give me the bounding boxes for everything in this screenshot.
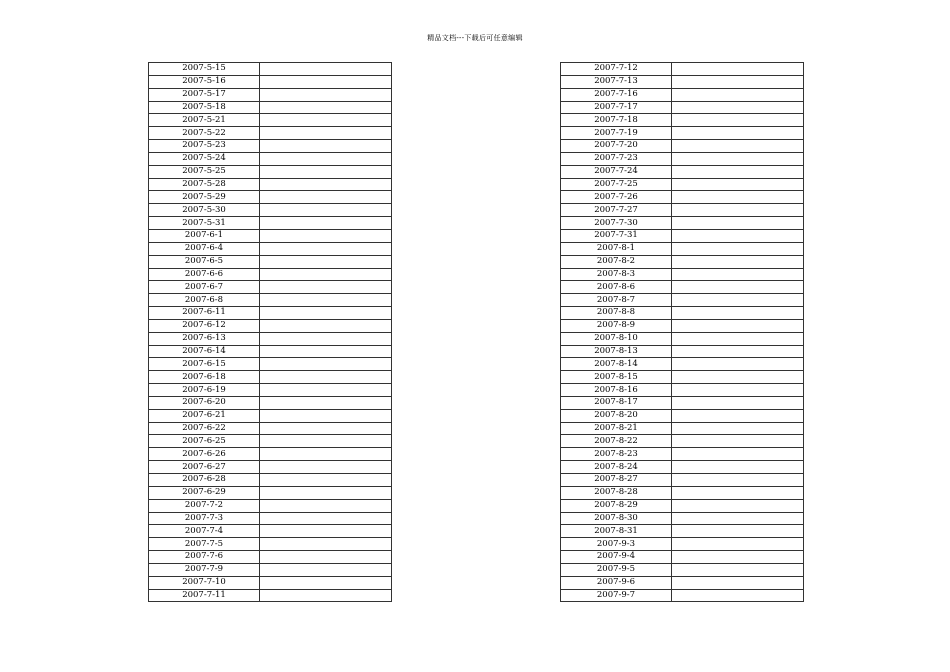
date-cell: 2007-5-21 bbox=[149, 114, 260, 127]
date-cell: 2007-5-23 bbox=[149, 140, 260, 153]
empty-cell bbox=[260, 88, 392, 101]
date-cell: 2007-8-28 bbox=[561, 486, 672, 499]
table-row bbox=[149, 589, 392, 602]
empty-cell bbox=[672, 409, 804, 422]
table-row bbox=[561, 589, 804, 602]
date-cell: 2007-8-3 bbox=[561, 268, 672, 281]
empty-cell bbox=[672, 178, 804, 191]
date-cell: 2007-6-8 bbox=[149, 294, 260, 307]
table-row bbox=[561, 319, 804, 332]
empty-cell bbox=[672, 319, 804, 332]
empty-cell bbox=[260, 332, 392, 345]
date-cell: 2007-7-2 bbox=[149, 499, 260, 512]
table-row bbox=[149, 474, 392, 487]
empty-cell bbox=[672, 576, 804, 589]
date-cell: 2007-6-7 bbox=[149, 281, 260, 294]
table-row bbox=[561, 332, 804, 345]
table-row bbox=[561, 358, 804, 371]
empty-cell bbox=[672, 127, 804, 140]
table-row bbox=[561, 435, 804, 448]
empty-cell bbox=[260, 140, 392, 153]
date-cell: 2007-6-15 bbox=[149, 358, 260, 371]
date-cell: 2007-6-5 bbox=[149, 255, 260, 268]
date-cell: 2007-8-8 bbox=[561, 307, 672, 320]
date-cell: 2007-7-10 bbox=[149, 576, 260, 589]
table-row bbox=[149, 217, 392, 230]
table-row bbox=[561, 345, 804, 358]
date-cell: 2007-8-20 bbox=[561, 409, 672, 422]
empty-cell bbox=[260, 448, 392, 461]
empty-cell bbox=[260, 371, 392, 384]
empty-cell bbox=[672, 191, 804, 204]
table-row bbox=[561, 448, 804, 461]
table-row bbox=[149, 101, 392, 114]
empty-cell bbox=[260, 589, 392, 602]
empty-cell bbox=[672, 152, 804, 165]
table-row bbox=[561, 461, 804, 474]
empty-cell bbox=[260, 551, 392, 564]
empty-cell bbox=[260, 461, 392, 474]
table-row bbox=[149, 242, 392, 255]
date-cell: 2007-5-29 bbox=[149, 191, 260, 204]
table-row bbox=[561, 281, 804, 294]
empty-cell bbox=[672, 204, 804, 217]
date-cell: 2007-9-3 bbox=[561, 538, 672, 551]
table-row bbox=[149, 422, 392, 435]
left-table-body bbox=[149, 63, 392, 602]
table-row bbox=[149, 345, 392, 358]
empty-cell bbox=[672, 538, 804, 551]
date-cell: 2007-9-6 bbox=[561, 576, 672, 589]
empty-cell bbox=[672, 255, 804, 268]
table-row bbox=[561, 551, 804, 564]
empty-cell bbox=[260, 152, 392, 165]
empty-cell bbox=[260, 563, 392, 576]
date-cell: 2007-7-5 bbox=[149, 538, 260, 551]
empty-cell bbox=[260, 268, 392, 281]
empty-cell bbox=[260, 242, 392, 255]
empty-cell bbox=[672, 358, 804, 371]
date-cell: 2007-8-10 bbox=[561, 332, 672, 345]
date-cell: 2007-7-18 bbox=[561, 114, 672, 127]
empty-cell bbox=[672, 242, 804, 255]
empty-cell bbox=[672, 140, 804, 153]
empty-cell bbox=[260, 384, 392, 397]
table-row bbox=[149, 229, 392, 242]
table-row bbox=[149, 165, 392, 178]
date-cell: 2007-8-21 bbox=[561, 422, 672, 435]
empty-cell bbox=[260, 294, 392, 307]
empty-cell bbox=[672, 88, 804, 101]
empty-cell bbox=[672, 563, 804, 576]
date-cell: 2007-5-25 bbox=[149, 165, 260, 178]
empty-cell bbox=[672, 551, 804, 564]
table-row bbox=[561, 75, 804, 88]
table-row bbox=[561, 512, 804, 525]
date-cell: 2007-8-6 bbox=[561, 281, 672, 294]
empty-cell bbox=[260, 114, 392, 127]
empty-cell bbox=[672, 499, 804, 512]
empty-cell bbox=[260, 63, 392, 76]
empty-cell bbox=[260, 499, 392, 512]
date-cell: 2007-9-7 bbox=[561, 589, 672, 602]
empty-cell bbox=[672, 512, 804, 525]
empty-cell bbox=[672, 435, 804, 448]
empty-cell bbox=[260, 435, 392, 448]
table-row bbox=[561, 88, 804, 101]
date-cell: 2007-6-14 bbox=[149, 345, 260, 358]
date-cell: 2007-7-9 bbox=[149, 563, 260, 576]
date-cell: 2007-5-16 bbox=[149, 75, 260, 88]
table-row bbox=[561, 242, 804, 255]
table-row bbox=[561, 204, 804, 217]
table-row bbox=[149, 461, 392, 474]
table-row bbox=[149, 114, 392, 127]
table-row bbox=[149, 88, 392, 101]
empty-cell bbox=[260, 75, 392, 88]
date-cell: 2007-6-13 bbox=[149, 332, 260, 345]
empty-cell bbox=[672, 345, 804, 358]
table-row bbox=[561, 268, 804, 281]
date-cell: 2007-6-22 bbox=[149, 422, 260, 435]
date-cell: 2007-7-24 bbox=[561, 165, 672, 178]
date-cell: 2007-8-31 bbox=[561, 525, 672, 538]
empty-cell bbox=[672, 114, 804, 127]
date-cell: 2007-7-4 bbox=[149, 525, 260, 538]
date-cell: 2007-7-3 bbox=[149, 512, 260, 525]
empty-cell bbox=[672, 589, 804, 602]
table-row bbox=[149, 499, 392, 512]
table-row bbox=[149, 140, 392, 153]
empty-cell bbox=[260, 281, 392, 294]
table-row bbox=[149, 191, 392, 204]
date-cell: 2007-6-21 bbox=[149, 409, 260, 422]
empty-cell bbox=[672, 474, 804, 487]
date-cell: 2007-7-31 bbox=[561, 229, 672, 242]
empty-cell bbox=[672, 63, 804, 76]
table-row bbox=[149, 525, 392, 538]
date-cell: 2007-8-13 bbox=[561, 345, 672, 358]
empty-cell bbox=[260, 474, 392, 487]
date-cell: 2007-8-29 bbox=[561, 499, 672, 512]
empty-cell bbox=[260, 217, 392, 230]
table-row bbox=[149, 332, 392, 345]
table-row bbox=[149, 384, 392, 397]
table-row bbox=[149, 319, 392, 332]
table-row bbox=[561, 538, 804, 551]
date-cell: 2007-5-15 bbox=[149, 63, 260, 76]
table-row bbox=[149, 435, 392, 448]
empty-cell bbox=[260, 396, 392, 409]
empty-cell bbox=[672, 268, 804, 281]
table-row bbox=[561, 384, 804, 397]
date-cell: 2007-7-16 bbox=[561, 88, 672, 101]
table-row bbox=[561, 152, 804, 165]
table-row bbox=[149, 178, 392, 191]
empty-cell bbox=[672, 307, 804, 320]
empty-cell bbox=[672, 422, 804, 435]
empty-cell bbox=[260, 525, 392, 538]
date-cell: 2007-7-13 bbox=[561, 75, 672, 88]
table-row bbox=[561, 563, 804, 576]
date-cell: 2007-7-25 bbox=[561, 178, 672, 191]
table-row bbox=[561, 396, 804, 409]
date-cell: 2007-6-6 bbox=[149, 268, 260, 281]
table-row bbox=[561, 525, 804, 538]
table-row bbox=[561, 178, 804, 191]
table-row bbox=[149, 268, 392, 281]
empty-cell bbox=[260, 319, 392, 332]
table-row bbox=[149, 63, 392, 76]
table-row bbox=[149, 294, 392, 307]
table-row bbox=[561, 101, 804, 114]
table-row bbox=[561, 422, 804, 435]
table-row bbox=[561, 127, 804, 140]
date-cell: 2007-9-4 bbox=[561, 551, 672, 564]
table-row bbox=[561, 114, 804, 127]
right-date-table bbox=[560, 62, 804, 602]
table-row bbox=[149, 486, 392, 499]
table-row bbox=[149, 576, 392, 589]
table-row bbox=[561, 576, 804, 589]
date-cell: 2007-6-29 bbox=[149, 486, 260, 499]
date-cell: 2007-7-6 bbox=[149, 551, 260, 564]
empty-cell bbox=[260, 422, 392, 435]
date-cell: 2007-7-11 bbox=[149, 589, 260, 602]
right-table-body bbox=[561, 63, 804, 602]
table-row bbox=[149, 512, 392, 525]
empty-cell bbox=[260, 191, 392, 204]
empty-cell bbox=[672, 371, 804, 384]
table-row bbox=[561, 255, 804, 268]
table-row bbox=[149, 563, 392, 576]
table-row bbox=[149, 255, 392, 268]
empty-cell bbox=[260, 345, 392, 358]
empty-cell bbox=[260, 178, 392, 191]
empty-cell bbox=[672, 217, 804, 230]
date-cell: 2007-7-27 bbox=[561, 204, 672, 217]
table-row bbox=[561, 217, 804, 230]
date-cell: 2007-8-30 bbox=[561, 512, 672, 525]
date-cell: 2007-7-30 bbox=[561, 217, 672, 230]
table-row bbox=[561, 486, 804, 499]
date-cell: 2007-5-24 bbox=[149, 152, 260, 165]
date-cell: 2007-5-17 bbox=[149, 88, 260, 101]
empty-cell bbox=[260, 307, 392, 320]
date-cell: 2007-5-28 bbox=[149, 178, 260, 191]
empty-cell bbox=[260, 358, 392, 371]
table-row bbox=[561, 371, 804, 384]
date-cell: 2007-7-26 bbox=[561, 191, 672, 204]
empty-cell bbox=[260, 538, 392, 551]
date-cell: 2007-8-7 bbox=[561, 294, 672, 307]
table-row bbox=[561, 140, 804, 153]
empty-cell bbox=[260, 486, 392, 499]
page-header: 精品文档---下载后可任意编辑 bbox=[427, 34, 523, 42]
empty-cell bbox=[672, 461, 804, 474]
table-row bbox=[149, 396, 392, 409]
empty-cell bbox=[260, 409, 392, 422]
table-row bbox=[149, 358, 392, 371]
date-cell: 2007-8-9 bbox=[561, 319, 672, 332]
table-row bbox=[149, 127, 392, 140]
date-cell: 2007-8-23 bbox=[561, 448, 672, 461]
table-row bbox=[149, 538, 392, 551]
empty-cell bbox=[260, 165, 392, 178]
empty-cell bbox=[672, 448, 804, 461]
table-row bbox=[149, 409, 392, 422]
date-cell: 2007-9-5 bbox=[561, 563, 672, 576]
date-cell: 2007-6-12 bbox=[149, 319, 260, 332]
table-row bbox=[561, 307, 804, 320]
table-row bbox=[149, 551, 392, 564]
table-row bbox=[149, 371, 392, 384]
date-cell: 2007-7-12 bbox=[561, 63, 672, 76]
empty-cell bbox=[672, 165, 804, 178]
date-cell: 2007-8-15 bbox=[561, 371, 672, 384]
table-row bbox=[149, 75, 392, 88]
date-cell: 2007-8-14 bbox=[561, 358, 672, 371]
empty-cell bbox=[260, 101, 392, 114]
empty-cell bbox=[672, 75, 804, 88]
empty-cell bbox=[260, 512, 392, 525]
date-cell: 2007-6-18 bbox=[149, 371, 260, 384]
table-row bbox=[149, 281, 392, 294]
empty-cell bbox=[260, 127, 392, 140]
empty-cell bbox=[260, 204, 392, 217]
date-cell: 2007-5-22 bbox=[149, 127, 260, 140]
date-cell: 2007-6-20 bbox=[149, 396, 260, 409]
left-date-table bbox=[148, 62, 392, 602]
table-row bbox=[561, 229, 804, 242]
table-row bbox=[561, 63, 804, 76]
table-row bbox=[149, 152, 392, 165]
date-cell: 2007-8-16 bbox=[561, 384, 672, 397]
table-row bbox=[149, 307, 392, 320]
date-cell: 2007-6-25 bbox=[149, 435, 260, 448]
date-cell: 2007-7-23 bbox=[561, 152, 672, 165]
table-row bbox=[561, 294, 804, 307]
empty-cell bbox=[672, 525, 804, 538]
date-cell: 2007-8-24 bbox=[561, 461, 672, 474]
date-cell: 2007-7-17 bbox=[561, 101, 672, 114]
empty-cell bbox=[260, 576, 392, 589]
empty-cell bbox=[672, 281, 804, 294]
date-cell: 2007-6-28 bbox=[149, 474, 260, 487]
date-cell: 2007-5-18 bbox=[149, 101, 260, 114]
table-row bbox=[561, 474, 804, 487]
date-cell: 2007-6-11 bbox=[149, 307, 260, 320]
empty-cell bbox=[260, 255, 392, 268]
date-cell: 2007-6-27 bbox=[149, 461, 260, 474]
empty-cell bbox=[672, 101, 804, 114]
date-cell: 2007-8-22 bbox=[561, 435, 672, 448]
date-cell: 2007-7-19 bbox=[561, 127, 672, 140]
empty-cell bbox=[672, 486, 804, 499]
table-row bbox=[149, 448, 392, 461]
date-cell: 2007-8-17 bbox=[561, 396, 672, 409]
date-cell: 2007-6-19 bbox=[149, 384, 260, 397]
date-cell: 2007-5-31 bbox=[149, 217, 260, 230]
empty-cell bbox=[672, 384, 804, 397]
table-row bbox=[561, 191, 804, 204]
date-cell: 2007-5-30 bbox=[149, 204, 260, 217]
empty-cell bbox=[260, 229, 392, 242]
date-cell: 2007-8-1 bbox=[561, 242, 672, 255]
empty-cell bbox=[672, 294, 804, 307]
date-cell: 2007-8-2 bbox=[561, 255, 672, 268]
table-row bbox=[561, 165, 804, 178]
empty-cell bbox=[672, 332, 804, 345]
table-row bbox=[561, 499, 804, 512]
date-cell: 2007-7-20 bbox=[561, 140, 672, 153]
table-row bbox=[561, 409, 804, 422]
date-cell: 2007-6-1 bbox=[149, 229, 260, 242]
table-row bbox=[149, 204, 392, 217]
empty-cell bbox=[672, 229, 804, 242]
date-cell: 2007-6-26 bbox=[149, 448, 260, 461]
date-cell: 2007-6-4 bbox=[149, 242, 260, 255]
date-cell: 2007-8-27 bbox=[561, 474, 672, 487]
empty-cell bbox=[672, 396, 804, 409]
